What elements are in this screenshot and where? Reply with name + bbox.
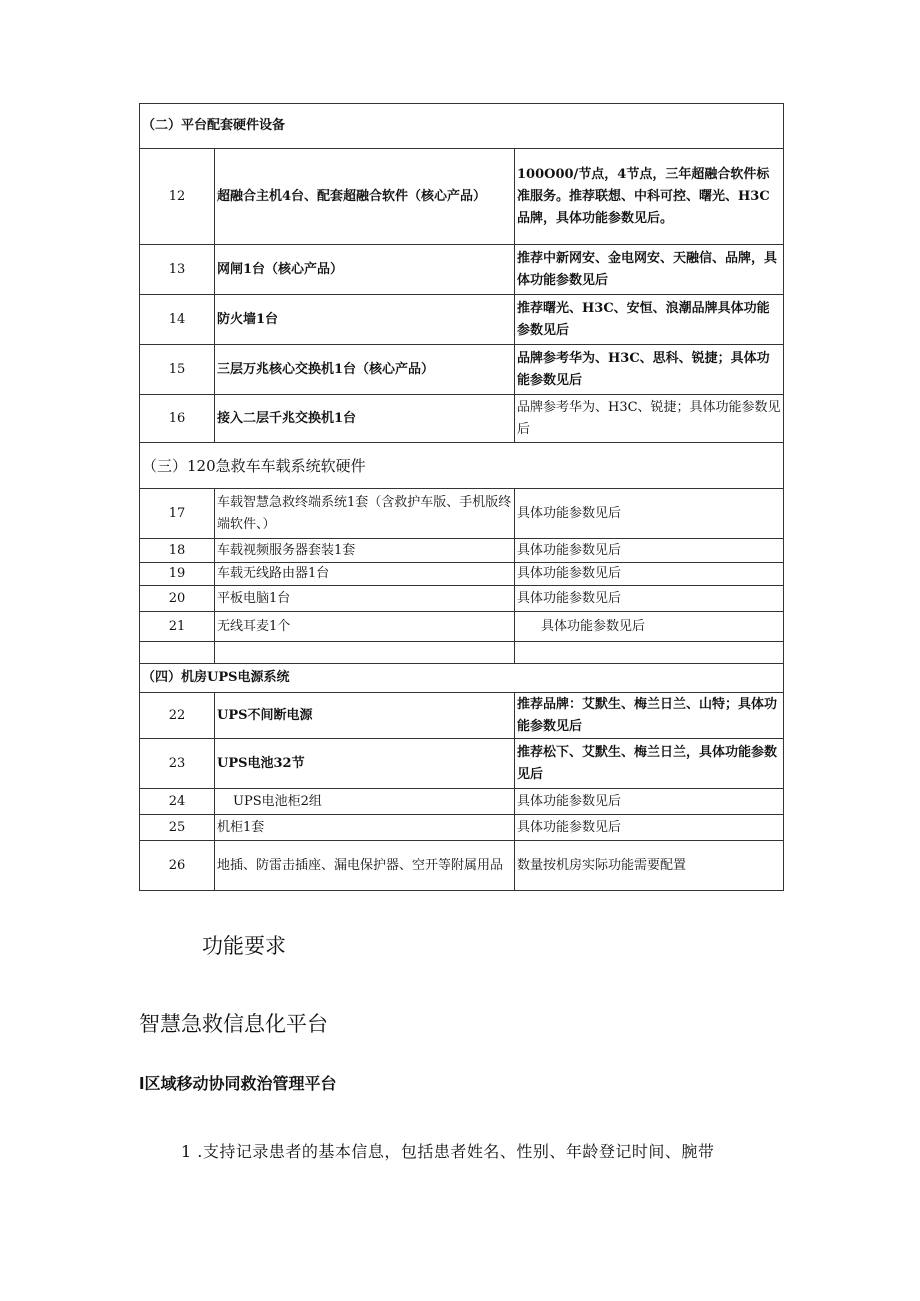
heading-platform: 智慧急救信息化平台	[139, 1012, 328, 1036]
row-item: 车载智慧急救终端系统1套（含救护车版、手机版终端软件、）	[215, 489, 515, 539]
row-item: 三层万兆核心交换机1台（核心产品）	[215, 345, 515, 395]
row-number: 20	[140, 586, 215, 612]
row-spec: 具体功能参数见后	[515, 789, 784, 815]
equipment-table	[139, 103, 784, 891]
row-number: 26	[140, 841, 215, 891]
row-number	[140, 642, 215, 664]
row-item: 网闸1台（核心产品）	[215, 245, 515, 295]
row-item: 接入二层千兆交换机1台	[215, 395, 515, 443]
section-title: （二）平台配套硬件设备	[140, 104, 784, 149]
row-spec: 具体功能参数见后	[515, 563, 784, 586]
row-number: 15	[140, 345, 215, 395]
row-item: UPS电池柜2组	[215, 789, 515, 815]
row-spec: 具体功能参数见后	[515, 489, 784, 539]
row-spec: 品牌参考华为、H3C、思科、锐捷；具体功能参数见后	[515, 345, 784, 395]
row-number: 17	[140, 489, 215, 539]
section-title: （三）120急救车车载系统软硬件	[140, 443, 784, 489]
row-spec: 推荐松下、艾默生、梅兰日兰，具体功能参数见后	[515, 739, 784, 789]
row-spec: 具体功能参数见后	[515, 586, 784, 612]
row-spec: 具体功能参数见后	[515, 612, 784, 642]
row-item: 防火墙1台	[215, 295, 515, 345]
row-spec: 推荐品牌：艾默生、梅兰日兰、山特；具体功能参数见后	[515, 693, 784, 739]
row-item	[215, 642, 515, 664]
row-item: 机柜1套	[215, 815, 515, 841]
row-item: 车载无线路由器1台	[215, 563, 515, 586]
row-item: 车载视频服务器套装1套	[215, 539, 515, 563]
row-number: 21	[140, 612, 215, 642]
heading-function-requirements: 功能要求	[202, 934, 286, 958]
row-number: 19	[140, 563, 215, 586]
row-number: 22	[140, 693, 215, 739]
row-number: 25	[140, 815, 215, 841]
row-item: 地插、防雷击插座、漏电保护器、空开等附属用品	[215, 841, 515, 891]
row-spec: 推荐中新网安、金电网安、天融信、品牌，具体功能参数见后	[515, 245, 784, 295]
row-spec	[515, 642, 784, 664]
row-spec: 100O00/节点，4节点，三年超融合软件标准服务。推荐联想、中科可控、曙光、H3C品牌，具体功能参数见后。	[515, 149, 784, 245]
row-item: 平板电脑1台	[215, 586, 515, 612]
row-item: 无线耳麦1个	[215, 612, 515, 642]
row-item: 超融合主机4台、配套超融合软件（核心产品）	[215, 149, 515, 245]
row-number: 14	[140, 295, 215, 345]
row-number: 13	[140, 245, 215, 295]
row-number: 23	[140, 739, 215, 789]
row-item: UPS电池32节	[215, 739, 515, 789]
section-title: （四）机房UPS电源系统	[140, 664, 784, 693]
row-number: 12	[140, 149, 215, 245]
row-spec: 品牌参考华为、H3C、锐捷；具体功能参数见后	[515, 395, 784, 443]
row-spec: 数量按机房实际功能需要配置	[515, 841, 784, 891]
row-number: 18	[140, 539, 215, 563]
heading-subsection: l区域移动协同救治管理平台	[139, 1074, 337, 1093]
row-spec: 具体功能参数见后	[515, 539, 784, 563]
row-spec: 具体功能参数见后	[515, 815, 784, 841]
row-number: 16	[140, 395, 215, 443]
row-spec: 推荐曙光、H3C、安恒、浪潮品牌具体功能参数见后	[515, 295, 784, 345]
row-item: UPS不间断电源	[215, 693, 515, 739]
paragraph: 1 .支持记录患者的基本信息，包括患者姓名、性别、年龄登记时间、腕带	[181, 1142, 715, 1161]
row-number: 24	[140, 789, 215, 815]
